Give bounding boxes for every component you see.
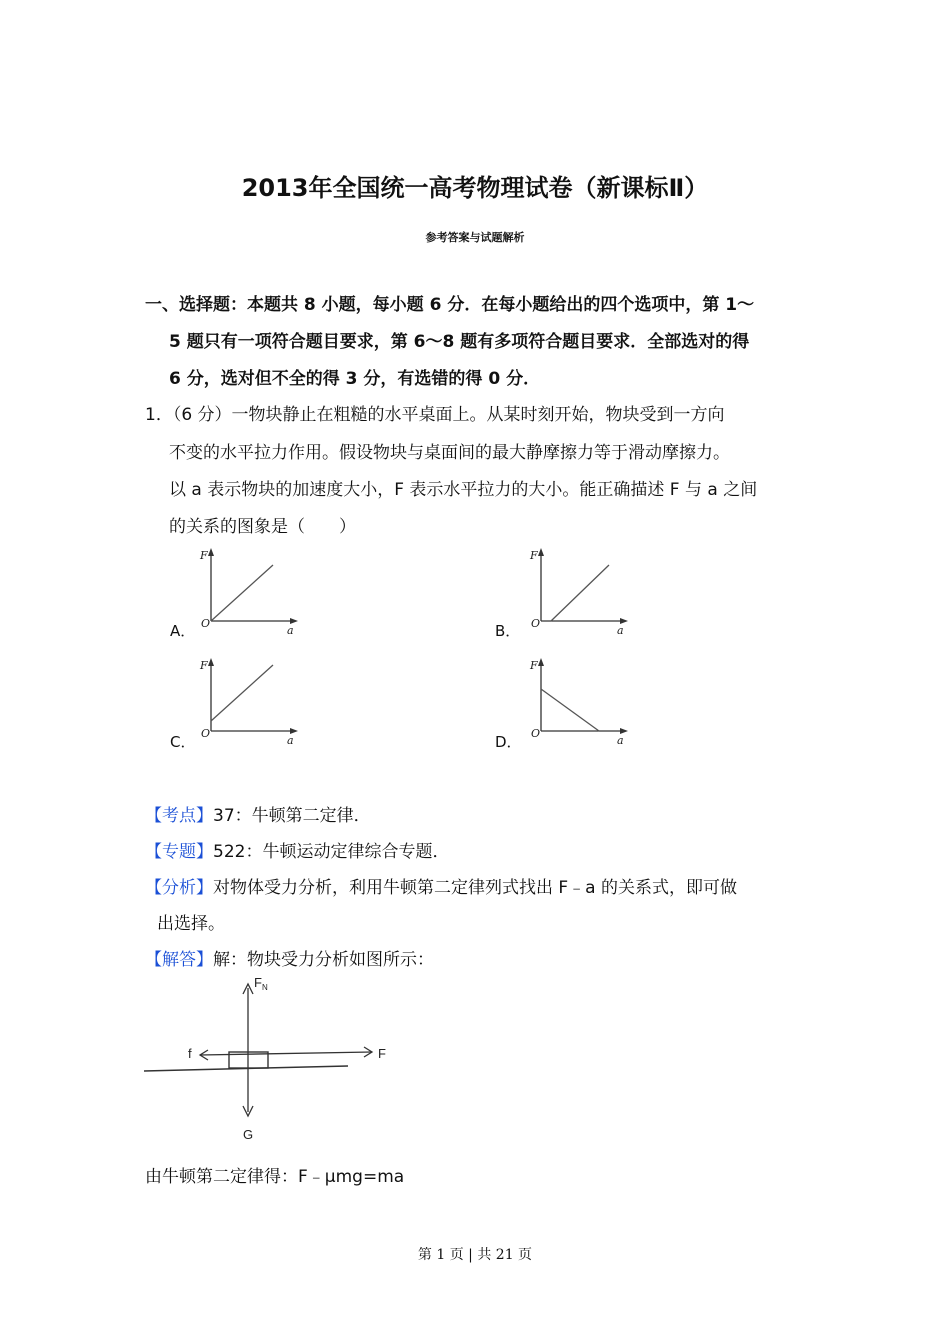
kaodian-row (145, 801, 371, 826)
option-c-label: C． (170, 733, 196, 751)
normal-force-label: $F_N$ (254, 975, 268, 992)
origin-label: O (201, 617, 211, 630)
question-line-3: 以 a 表示物块的加速度大小，F 表示水平拉力的大小。能正确描述 F 与 a 之间 (169, 480, 758, 500)
fenxi-text: 对物体受力分析，利用牛顿第二定律列式找出 F﹣a 的关系式，即可做 (213, 878, 738, 898)
section-heading-line-2: 5 题只有一项符合题目要求，第 6～8 题有多项符合题目要求．全部选对的得 (169, 332, 750, 352)
kaodian-text: 37：牛顿第二定律． (213, 806, 371, 826)
option-d-label: D． (495, 733, 522, 751)
question-line-2: 不变的水平拉力作用。假设物块与桌面间的最大静摩擦力等于滑动摩擦力。 (169, 443, 730, 463)
y-axis-label: F (200, 549, 208, 562)
option-a-label: A． (170, 622, 196, 640)
option-c-graph (195, 655, 305, 750)
zhuanti-row (145, 837, 449, 862)
jieda-tag: 【解答】 (145, 950, 213, 970)
fenxi-row (145, 873, 737, 898)
x-axis-label: a (287, 624, 294, 637)
horizontal-force-line (200, 1052, 372, 1055)
option-d-graph (525, 655, 635, 750)
origin-label: O (201, 727, 211, 740)
page-title: 2013年全国统一高考物理试卷（新课标Ⅱ） (241, 174, 709, 202)
zhuanti-text: 522：牛顿运动定律综合专题． (213, 842, 450, 862)
x-axis-label: a (617, 734, 624, 747)
y-axis-label: F (200, 659, 208, 672)
gravity-label: G (243, 1127, 254, 1142)
page-footer: 第 1 页 | 共 21 页 (417, 1247, 533, 1263)
section-heading-line-1: 一、选择题：本题共 8 小题，每小题 6 分．在每小题给出的四个选项中，第 1～ (145, 295, 755, 315)
section-heading-line-3: 6 分，选对但不全的得 3 分，有选错的得 0 分． (169, 369, 541, 389)
page-subtitle: 参考答案与试题解析 (425, 231, 525, 244)
equation-line: 由牛顿第二定律得：F﹣μmg=ma (145, 1167, 405, 1187)
force-diagram (140, 972, 400, 1144)
jieda-row (145, 945, 434, 970)
friction-label: f (188, 1046, 192, 1061)
x-axis-label: a (287, 734, 294, 747)
y-axis-label: F (530, 549, 538, 562)
fenxi-text-cont: 出选择。 (157, 914, 225, 934)
x-axis-label: a (617, 624, 624, 637)
option-b-graph (525, 545, 635, 640)
y-axis-label: F (530, 659, 538, 672)
question-line-4: 的关系的图象是（ ） (169, 517, 356, 537)
kaodian-tag: 【考点】 (145, 806, 213, 826)
origin-label: O (531, 727, 541, 740)
origin-label: O (531, 617, 541, 630)
zhuanti-tag: 【专题】 (145, 842, 213, 862)
option-b-label: B． (495, 622, 521, 640)
jieda-text: 解：物块受力分析如图所示： (213, 950, 434, 970)
option-a-graph (195, 545, 305, 640)
pull-force-label: F (378, 1046, 386, 1061)
question-line-1: 1．（6 分）一物块静止在粗糙的水平桌面上。从某时刻开始，物块受到一方向 (145, 405, 725, 425)
fenxi-tag: 【分析】 (145, 878, 213, 898)
